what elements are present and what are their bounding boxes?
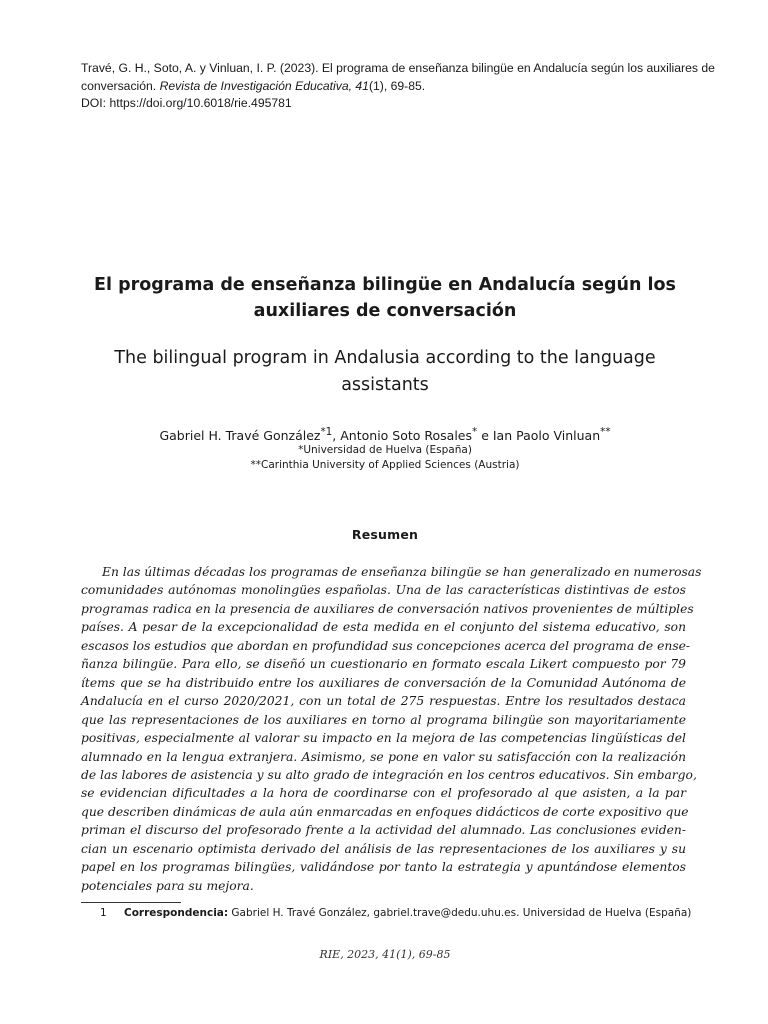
- abstract-line: priman el discurso del profesorado frente a la actividad del alumnado. Las conclusiones eviden-: [81, 823, 686, 838]
- abstract-line: países. A pesar de la excepcionalidad de esta medida en el conjunto del sistema educativo, son: [81, 620, 686, 635]
- citation-line-2: [81, 78, 691, 96]
- abstract-line: Andalucía en el curso 2020/2021, con un total de 275 respuestas. Entre los resultados destaca: [81, 694, 686, 709]
- abstract-heading: Resumen: [351, 527, 419, 542]
- abstract-line: alumnado en la lengua extranjera. Asimismo, se pone en valor su satisfacción con la realización: [81, 749, 686, 764]
- title-es-line-1: El programa de enseñanza bilingüe en Andalucía según los: [94, 275, 676, 295]
- footnote-divider: [81, 902, 181, 903]
- abstract-line: En las últimas décadas los programas de enseñanza bilingüe se han generalizado en numerosas: [102, 565, 702, 579]
- affiliation-huelva: *Universidad de Huelva (España): [298, 444, 472, 456]
- abstract-line: se evidencian dificultades a la hora de coordinarse con el profesorado al que asisten, a la par: [81, 786, 686, 801]
- author-name: Ian Paolo Vinluan: [492, 428, 601, 444]
- author-name: Antonio Soto Rosales: [340, 428, 473, 444]
- author-separator: e: [477, 428, 493, 444]
- footnote-text: Gabriel H. Travé González, gabriel.trave@dedu.uhu.es. Universidad de Huelva (España): [228, 907, 692, 919]
- citation-issue: (1), 69-85.: [368, 78, 426, 93]
- journal-name: Revista de Investigación Educativa, 41: [159, 78, 369, 93]
- abstract-line: cian un escenario optimista derivado del análisis de las representaciones de los auxiliares y su: [81, 841, 686, 856]
- citation-plain: conversación.: [81, 78, 160, 93]
- title-es-line-2: auxiliares de conversación: [253, 301, 517, 321]
- author-marker: *: [472, 426, 478, 438]
- footnote: [100, 906, 700, 921]
- abstract-line: positivas, especialmente al valorar su impacto en la mejora de las competencias lingüísticas del: [81, 731, 686, 746]
- author-list: [60, 423, 710, 445]
- abstract-line: escasos los estudios que abordan en profundidad sus concepciones acerca del programa de ense-: [81, 638, 691, 653]
- citation-block: [81, 60, 715, 113]
- page-footer: RIE, 2023, 41(1), 69-85: [319, 948, 451, 961]
- citation-doi[interactable]: DOI: https://doi.org/10.6018/rie.495781: [81, 96, 292, 110]
- author-marker: **: [600, 426, 611, 438]
- abstract-line: que describen dinámicas de aula aún enmarcadas en enfoques didácticos de corte expositivo que: [81, 804, 689, 819]
- abstract-line: papel en los programas bilingües, validándose por tanto la estrategia y apuntándose elementos: [81, 860, 686, 875]
- title-en-line-1: The bilingual program in Andalusia according to the language: [114, 348, 656, 368]
- footnote-label: Correspondencia:: [124, 907, 229, 919]
- abstract-line: que las representaciones de los auxiliares en torno al programa bilingüe son mayoritariamente: [81, 712, 686, 727]
- abstract-line: comunidades autónomas monolingües españolas. Una de las características distintivas de estos: [81, 583, 686, 598]
- title-english: [60, 345, 710, 399]
- author-name: Gabriel H. Travé González: [159, 428, 321, 444]
- citation-line-1: Travé, G. H., Soto, A. y Vinluan, I. P. (2023). El programa de enseñanza bilingüe en Andalucía según los auxiliares de: [81, 61, 715, 75]
- title-en-line-2: assistants: [341, 375, 429, 395]
- author-separator: ,: [332, 428, 341, 444]
- affiliation-carinthia: **Carinthia University of Applied Sciences (Austria): [250, 459, 520, 471]
- abstract-line: ñanza bilingüe. Para ello, se diseñó un cuestionario en formato escala Likert compuesto por 79: [81, 657, 686, 672]
- abstract-line: potenciales para su mejora.: [81, 878, 254, 893]
- footnote-number: 1: [100, 907, 107, 919]
- abstract-line: programas radica en la presencia de auxiliares de conversación nativos provenientes de múltiples: [81, 601, 694, 616]
- title-spanish: [60, 272, 710, 324]
- abstract-line: de las labores de asistencia y su alto grado de integración en los centros educativos. Sin embargo,: [81, 767, 697, 782]
- abstract-body: [81, 563, 702, 895]
- author-marker: *1: [320, 426, 333, 438]
- abstract-line: ítems que se ha distribuido entre los auxiliares de conversación de la Comunidad Autónoma de: [81, 675, 686, 690]
